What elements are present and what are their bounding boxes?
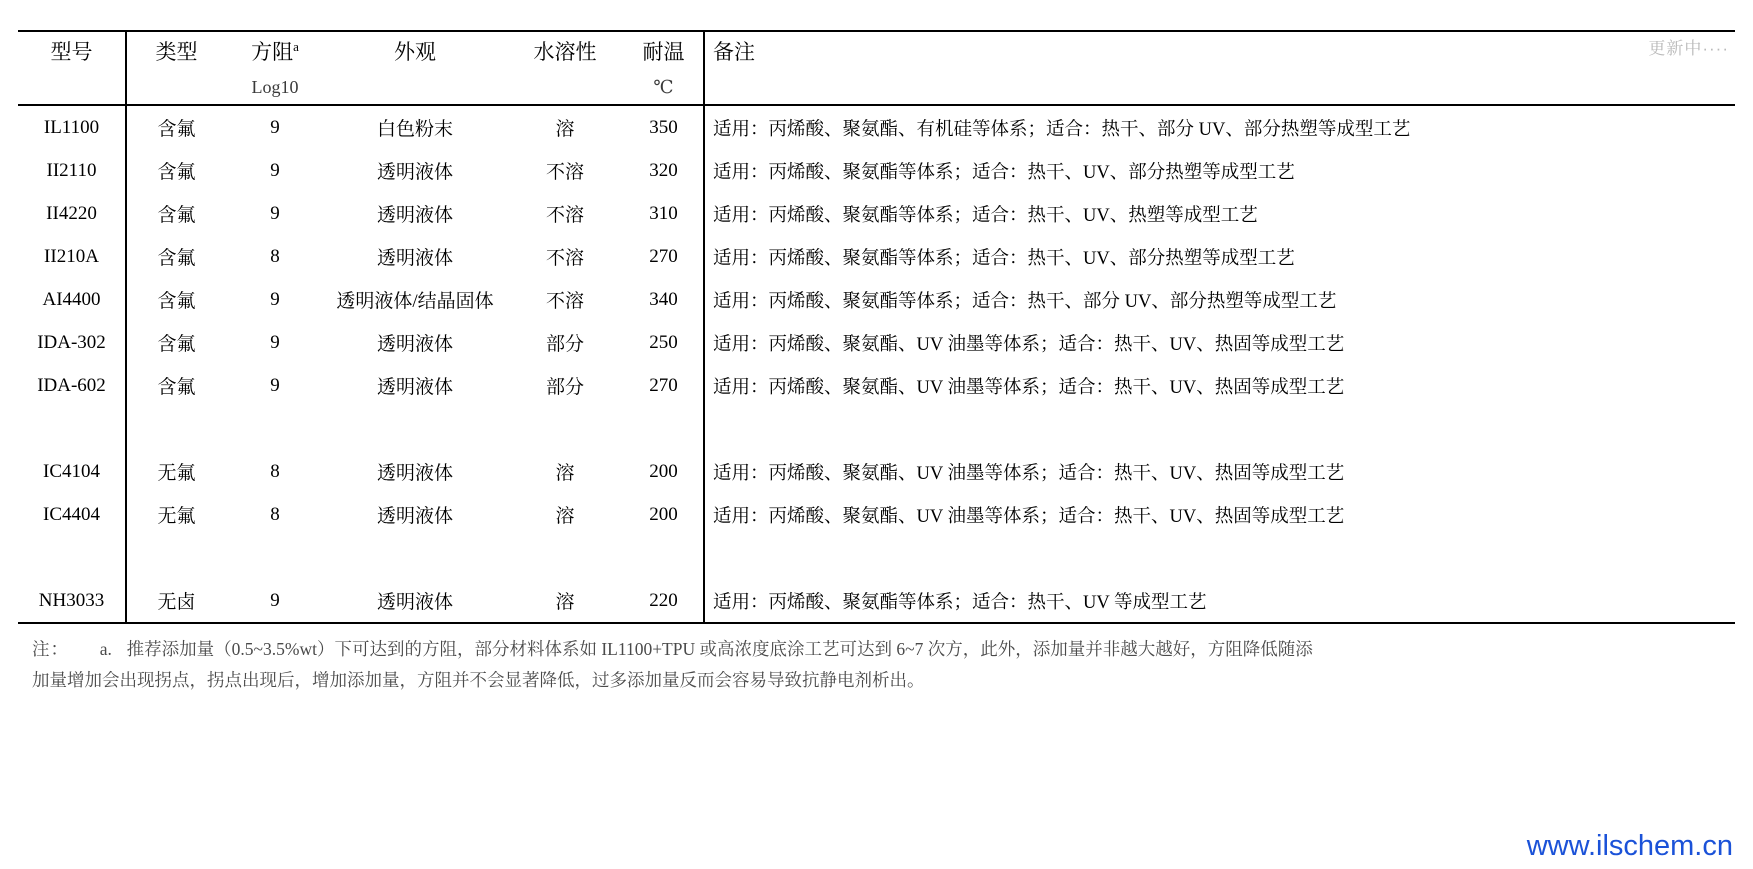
cell-remark: 适用：丙烯酸、聚氨酯等体系；适合：热干、部分 UV、部分热塑等成型工艺 <box>704 278 1735 321</box>
cell-appearance: 透明液体 <box>376 592 453 613</box>
cell-resistance: 8 <box>270 503 280 525</box>
footnote <box>18 634 1735 695</box>
spacer-cell <box>126 407 226 450</box>
col-header-appearance: 外观 <box>394 40 436 64</box>
table-spacer-row <box>18 407 1735 450</box>
cell-type: 含氟 <box>126 235 226 278</box>
subheader-remark <box>704 70 1735 105</box>
cell-water: 溶 <box>555 463 575 484</box>
table-row <box>18 364 1735 407</box>
subheader-type <box>126 70 226 105</box>
cell-temperature: 200 <box>649 503 678 525</box>
cell-model: AI4400 <box>42 288 101 310</box>
table-row <box>18 493 1735 536</box>
spacer-cell <box>704 536 1735 579</box>
col-header-water-solubility: 水溶性 <box>533 40 597 64</box>
cell-type: 无卤 <box>126 579 226 622</box>
table-row <box>18 450 1735 493</box>
cell-model: IDA-602 <box>37 374 106 396</box>
cell-temperature: 340 <box>649 288 678 310</box>
cell-type: 含氟 <box>126 321 226 364</box>
spacer-cell <box>506 407 624 450</box>
cell-remark: 适用：丙烯酸、聚氨酯等体系；适合：热干、UV、热塑等成型工艺 <box>704 192 1735 235</box>
table-body <box>18 105 1735 622</box>
cell-type: 含氟 <box>126 364 226 407</box>
cell-appearance: 透明液体 <box>376 248 453 269</box>
cell-appearance: 透明液体 <box>376 334 453 355</box>
cell-temperature: 320 <box>649 159 678 181</box>
cell-remark: 适用：丙烯酸、聚氨酯等体系；适合：热干、UV、部分热塑等成型工艺 <box>704 235 1735 278</box>
subheader-water <box>506 70 624 105</box>
cell-model: IC4104 <box>43 460 100 482</box>
table-row <box>18 278 1735 321</box>
col-header-type: 类型 <box>126 31 226 70</box>
cell-temperature: 350 <box>649 116 678 138</box>
cell-remark: 适用：丙烯酸、聚氨酯、UV 油墨等体系；适合：热干、UV、热固等成型工艺 <box>704 450 1735 493</box>
watermark-url: www.ilschem.cn <box>1526 830 1733 862</box>
cell-water: 不溶 <box>545 248 584 269</box>
cell-type: 含氟 <box>126 105 226 149</box>
cell-appearance: 透明液体 <box>376 377 453 398</box>
cell-remark: 适用：丙烯酸、聚氨酯、UV 油墨等体系；适合：热干、UV、热固等成型工艺 <box>704 364 1735 407</box>
footnote-marker-a: a <box>293 39 299 54</box>
cell-model: NH3033 <box>38 589 105 611</box>
cell-temperature: 270 <box>649 374 678 396</box>
subheader-appearance <box>324 70 506 105</box>
spacer-cell <box>226 536 324 579</box>
cell-remark: 适用：丙烯酸、聚氨酯、UV 油墨等体系；适合：热干、UV、热固等成型工艺 <box>704 321 1735 364</box>
col-header-remark: 备注 <box>704 31 1735 70</box>
cell-water: 不溶 <box>545 162 584 183</box>
cell-type: 无氟 <box>126 493 226 536</box>
cell-water: 部分 <box>545 334 584 355</box>
cell-resistance: 9 <box>270 331 280 353</box>
subheader-model <box>18 70 126 105</box>
cell-resistance: 8 <box>270 245 280 267</box>
document-page <box>0 30 1753 869</box>
spacer-cell <box>506 536 624 579</box>
cell-type: 含氟 <box>126 278 226 321</box>
cell-temperature: 270 <box>649 245 678 267</box>
footnote-line-1 <box>32 634 1695 665</box>
cell-appearance: 透明液体 <box>376 506 453 527</box>
cell-model: II210A <box>44 245 99 267</box>
cell-model: IL1100 <box>43 116 100 138</box>
cell-temperature: 250 <box>649 331 678 353</box>
cell-water: 不溶 <box>545 291 584 312</box>
cell-model: IDA-302 <box>37 331 106 353</box>
spacer-cell <box>324 536 506 579</box>
table-subheader-row <box>18 70 1735 105</box>
col-header-resistance: 方阻$^a$ <box>251 39 299 64</box>
footnote-label: 注： <box>32 639 69 659</box>
cell-water: 溶 <box>555 119 575 140</box>
table-header-row <box>18 31 1735 70</box>
spacer-cell <box>624 407 704 450</box>
footnote-text-1: 推荐添加量（0.5~3.5%wt）下可达到的方阻，部分材料体系如 IL1100+TPU 或高浓度底涂工艺可达到 6~7 次方，此外，添加量并非越大越好，方阻降低随添 <box>126 639 1313 659</box>
footnote-marker: a. <box>99 639 112 659</box>
subheader-resistance-unit: Log10 <box>226 70 324 105</box>
cell-temperature: 220 <box>649 589 678 611</box>
col-header-temperature: 耐温 <box>642 40 685 64</box>
table-row <box>18 321 1735 364</box>
table-row <box>18 192 1735 235</box>
cell-appearance: 透明液体 <box>376 162 453 183</box>
spacer-cell <box>324 407 506 450</box>
spacer-cell <box>18 536 126 579</box>
specification-table <box>18 30 1735 622</box>
cell-model: II4220 <box>46 202 97 224</box>
cell-appearance: 透明液体 <box>376 205 453 226</box>
cell-water: 溶 <box>555 506 575 527</box>
cell-remark: 适用：丙烯酸、聚氨酯、有机硅等体系；适合：热干、部分 UV、部分热塑等成型工艺 <box>704 105 1735 149</box>
update-note: 更新中···· <box>1648 39 1729 58</box>
cell-appearance: 透明液体 <box>376 463 453 484</box>
table-row <box>18 579 1735 622</box>
spacer-cell <box>226 407 324 450</box>
table-row <box>18 235 1735 278</box>
cell-type: 含氟 <box>126 192 226 235</box>
cell-resistance: 9 <box>270 374 280 396</box>
cell-type: 无氟 <box>126 450 226 493</box>
spacer-cell <box>704 407 1735 450</box>
table-row <box>18 149 1735 192</box>
cell-resistance: 9 <box>270 116 280 138</box>
cell-resistance: 8 <box>270 460 280 482</box>
cell-appearance: 透明液体/结晶固体 <box>336 291 494 312</box>
cell-water: 溶 <box>555 592 575 613</box>
spacer-cell <box>624 536 704 579</box>
footnote-line-2: 加量增加会出现拐点，拐点出现后，增加添加量，方阻并不会显著降低，过多添加量反而会容易导致抗静电剂析出。 <box>32 669 925 690</box>
cell-resistance: 9 <box>270 288 280 310</box>
cell-model: IC4404 <box>43 503 100 525</box>
cell-remark: 适用：丙烯酸、聚氨酯、UV 油墨等体系；适合：热干、UV、热固等成型工艺 <box>704 493 1735 536</box>
cell-remark: 适用：丙烯酸、聚氨酯等体系；适合：热干、UV 等成型工艺 <box>704 579 1735 622</box>
cell-temperature: 200 <box>649 460 678 482</box>
cell-water: 不溶 <box>545 205 584 226</box>
col-header-model: 型号 <box>50 40 93 64</box>
cell-remark: 适用：丙烯酸、聚氨酯等体系；适合：热干、UV、部分热塑等成型工艺 <box>704 149 1735 192</box>
cell-water: 部分 <box>545 377 584 398</box>
cell-resistance: 9 <box>270 589 280 611</box>
cell-type: 含氟 <box>126 149 226 192</box>
spacer-cell <box>126 536 226 579</box>
cell-resistance: 9 <box>270 202 280 224</box>
cell-model: II2110 <box>46 159 97 181</box>
cell-temperature: 310 <box>649 202 678 224</box>
spacer-cell <box>18 407 126 450</box>
cell-resistance: 9 <box>270 159 280 181</box>
cell-appearance: 白色粉末 <box>376 119 453 140</box>
subheader-temperature-unit: ℃ <box>624 70 704 105</box>
table-spacer-row <box>18 536 1735 579</box>
table-row <box>18 105 1735 149</box>
table-bottom-rule <box>18 622 1735 624</box>
